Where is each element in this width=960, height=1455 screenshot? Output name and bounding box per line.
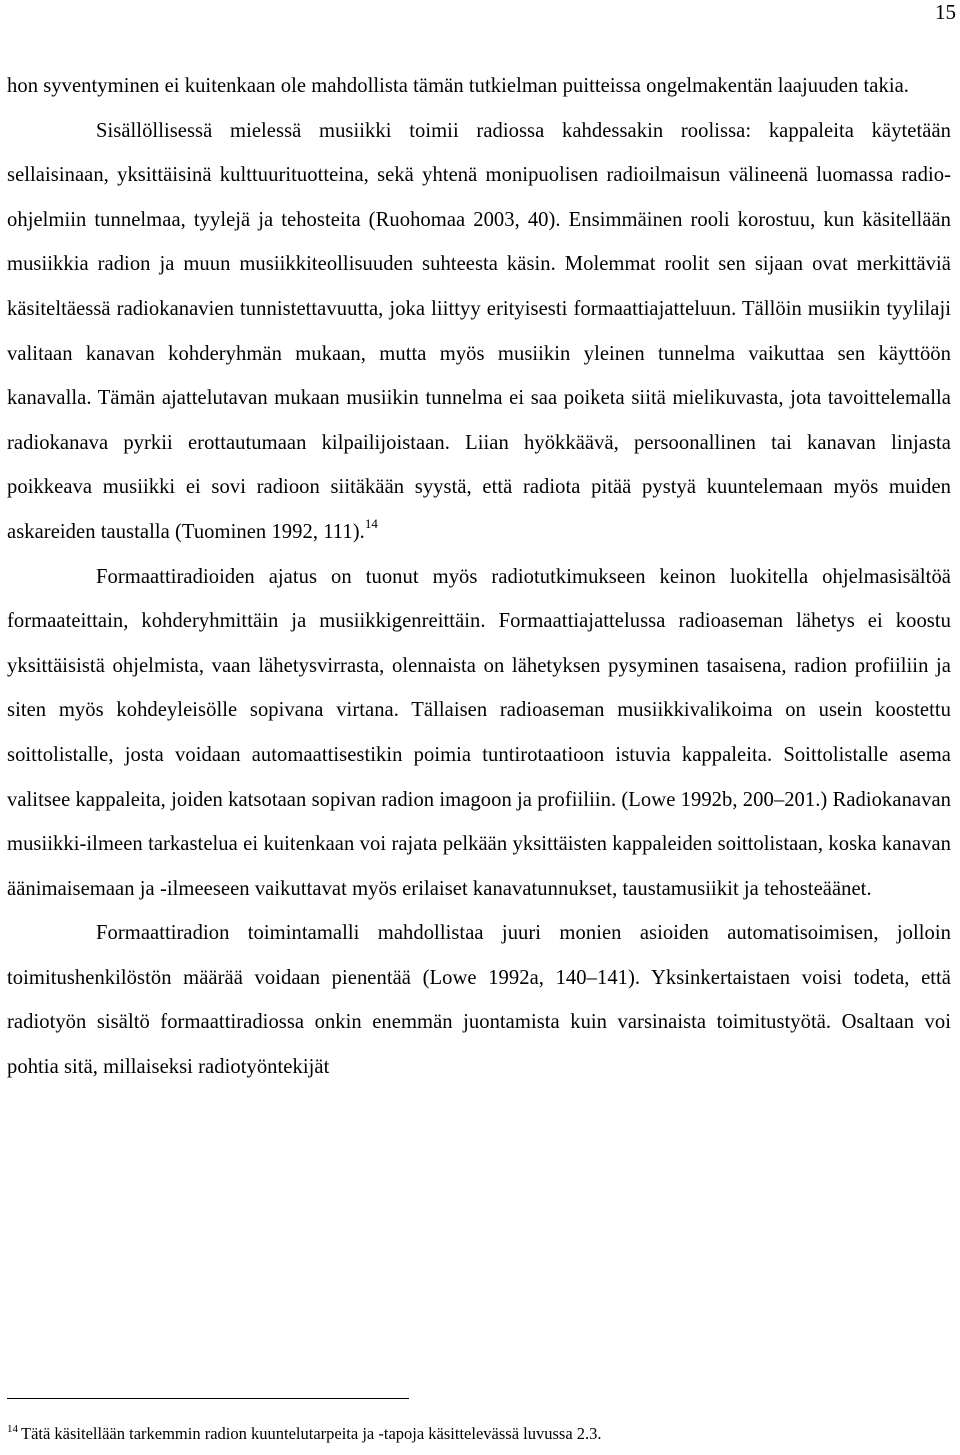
footnote-reference[interactable]: 14 — [364, 515, 378, 531]
footnote — [7, 1424, 951, 1444]
paragraph-2-text: Sisällöllisessä mielessä musiikki toimii radiossa kahdessakin roolissa: kappaleita käytetään sellaisinaan, yksittäisinä kulttuurituotteina, sekä yhtenä monipuolisen radioilmaisun välineenä luomassa radio-ohjelmiin tunnelmaa, tyylejä ja tehosteita (Ruohomaa 2003, 40). Ensimmäinen rooli korostuu, kun käsitellään musiikkia radion ja muun musiikkiteollisuuden suhteesta käsin. Molemmat roolit sen sijaan ovat merkittäviä käsiteltäessä radiokanavien tunnistettavuutta, joka liittyy erityisesti formaattiajatteluun. Tällöin musiikin tyylilaji valitaan kanavan kohderyhmän mukaan, mutta myös musiikin yleinen tunnelma vaikuttaa sen käyttöön kanavalla. Tämän ajattelutavan mukaan musiikin tunnelma ei saa poiketa siitä mielikuvasta, jota tavoittelemalla radiokanava pyrkii erottautumaan kilpailijoistaan. Liian hyökkäävä, persoonallinen tai kanavan linjasta poikkeava musiikki ei sovi radioon siitäkään syystä, että radiota pitää pystyä kuuntelemaan myös muiden askareiden taustalla (Tuominen 1992, 111). — [7, 119, 951, 543]
footnote-number: 14 — [7, 1423, 18, 1435]
paragraph-4: Formaattiradion toimintamalli mahdollistaa juuri monien asioiden automatisoimisen, jolloin toimitushenkilöstön määrää voidaan pienentää (Lowe 1992a, 140–141). Yksinkertaistaen voisi todeta, että radiotyön sisältö formaattiradiossa onkin enemmän juontamista kuin varsinaista toimitustyötä. Osaltaan voi pohtia sitä, millaiseksi radiotyöntekijät — [7, 922, 951, 1079]
page-number: 15 — [935, 0, 956, 24]
paragraph-3: Formaattiradioiden ajatus on tuonut myös radiotutkimukseen keinon luokitella ohjelmasisältöä formaateittain, kohderyhmittäin ja musiikkigenreittäin. Formaattiajattelussa radioaseman lähetys ei koostu yksittäisistä ohjelmista, vaan lähetysvirrasta, olennaista on lähetyksen pysyminen tasaisena, radion profiiliin ja siten myös kohdeyleisölle sopivana virtana. Tällaisen radioaseman musiikkivalikoima on usein koostettu soittolistalle, josta voidaan automaattisestikin poimia tuntirotaatioon istuvia kappaleita. Soittolistalle asema valitsee kappaleita, joiden katsotaan sopivan radion imagoon ja profiiliin. (Lowe 1992b, 200–201.) Radiokanavan musiikki-ilmeen tarkastelua ei kuitenkaan voi rajata pelkään yksittäisten kappaleiden soittolistaan, koska kanavan äänimaisemaan ja -ilmeeseen vaikuttavat myös erilaiset kanavatunnukset, taustamusiikit ja tehosteäänet. — [7, 565, 951, 900]
paragraph-2 — [7, 109, 951, 555]
body-text — [7, 64, 951, 1090]
paragraph-1: hon syventyminen ei kuitenkaan ole mahdollista tämän tutkielman puitteissa ongelmakentän laajuuden takia. — [7, 75, 909, 97]
footnote-text: Tätä käsitellään tarkemmin radion kuuntelutarpeita ja -tapoja käsittelevässä luvussa 2.3. — [21, 1424, 602, 1443]
footnote-divider — [7, 1398, 409, 1399]
